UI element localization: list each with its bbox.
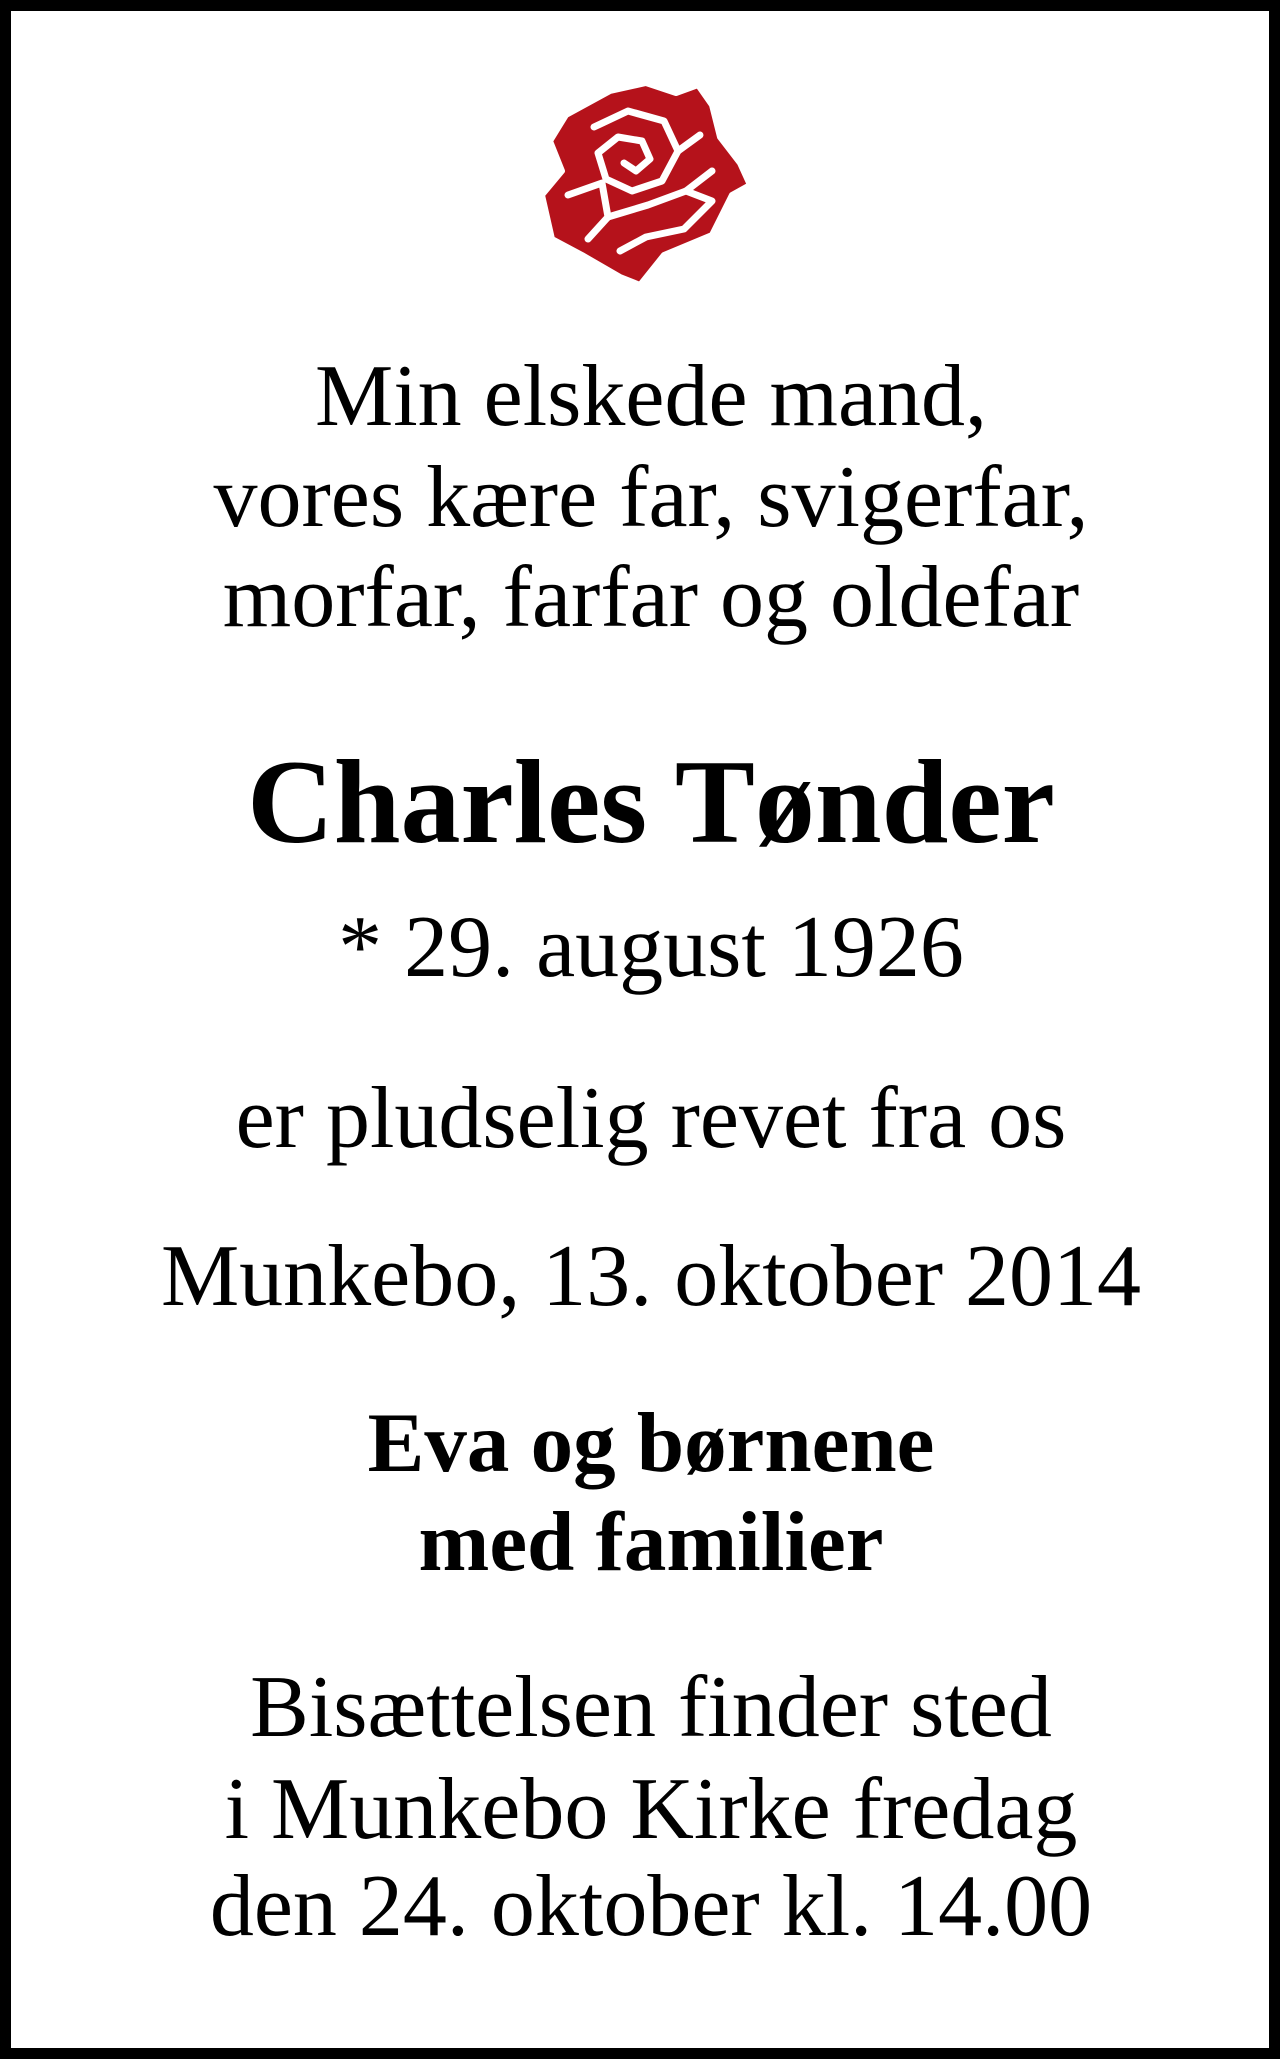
- funeral-line-2: i Munkebo Kirke fredag: [224, 1761, 1078, 1858]
- signature-line-2: med familier: [418, 1495, 884, 1589]
- intro-line-3: morfar, farfar og oldefar: [222, 549, 1080, 646]
- intro-line-2: vores kære far, svigerfar,: [213, 449, 1089, 546]
- deceased-name: Charles Tønder: [247, 735, 1055, 868]
- birth-date: * 29. august 1926: [338, 899, 964, 996]
- signature-line-1: Eva og børnene: [367, 1396, 935, 1490]
- funeral-line-3: den 24. oktober kl. 14.00: [209, 1858, 1093, 1955]
- place-date: Munkebo, 13. oktober 2014: [160, 1228, 1142, 1325]
- passing-text: er pludselig revet fra os: [235, 1070, 1067, 1167]
- intro-line-1: Min elskede mand,: [314, 348, 988, 445]
- funeral-line-1: Bisættelsen finder sted: [250, 1659, 1052, 1756]
- rose-icon: [536, 79, 758, 297]
